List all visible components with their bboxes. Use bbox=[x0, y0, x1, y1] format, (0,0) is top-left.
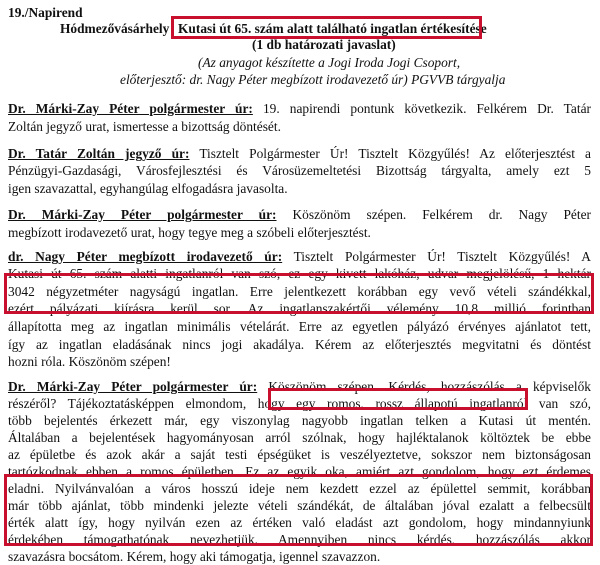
paragraph-5-line-7: eladni. Nyilvánvalóan a város hosszú ideje nem kezdett ezzel az épülettel semmit, korábban bbox=[8, 481, 591, 496]
paragraph-1-line-2: Zoltán jegyző urat, ismertesse a bizottság döntését. bbox=[8, 119, 281, 134]
paragraph-4-line-2: Kutasi út 65. szám alatti ingatlanról van szó, ez egy kivett lakóház, udvar megjelölésű, 1 hektár bbox=[8, 266, 591, 281]
speaker-name: dr. Nagy Péter megbízott irodavezető úr: bbox=[8, 249, 283, 264]
paragraph-4-line-7: hozni róla. Köszönöm szépen! bbox=[8, 354, 171, 369]
paragraph-text: Tisztelt Polgármester Úr! Tisztelt Közgyűlés! A bbox=[282, 249, 591, 264]
paragraph-4-line-5: állapította meg az ingatlan minimális vételárát. Erre az egyetlen pályázó érvényes ajánlatot tett, bbox=[8, 319, 591, 334]
speaker-name: Dr. Tatár Zoltán jegyző úr: bbox=[8, 146, 190, 161]
paragraph-text: Tisztelt Polgármester Úr! Tisztelt Közgyűlés! Az előterjesztést a bbox=[189, 146, 591, 161]
paragraph-3-line-1 bbox=[8, 206, 591, 223]
paragraph-text: Köszönöm szépen. Felkérem dr. Nagy Péter bbox=[276, 207, 591, 222]
agenda-city: Hódmezővásárhely bbox=[60, 21, 170, 36]
agenda-number: 19./Napirend bbox=[8, 5, 83, 20]
paragraph-5-line-4: Általában a bejelentések hagyományosan arról szólnak, hogy hajléktalanok költöztek be ebbe bbox=[8, 430, 591, 445]
agenda-presenter: előterjesztő: dr. Nagy Péter megbízott irodavezető úr) PGVVB tárgyalja bbox=[120, 72, 506, 87]
paragraph-5-line-3: több bejelentés érkezett már, egy viszonylag nagyobb ingatlan telken a Kutasi út mentén. bbox=[8, 413, 591, 428]
paragraph-5-line-2: részéről? Tájékoztatásképpen elmondom, hogy egy romos, rossz állapotú ingatlanról van szó, bbox=[8, 396, 591, 411]
paragraph-text: Köszönöm szépen. Kérdés, hozzászólás a képviselők bbox=[257, 379, 591, 394]
paragraph-4-line-3: 3042 négyzetméter nagyságú ingatlan. Erre jelentkezett korábban egy vevő vételi szándékkal, bbox=[8, 284, 591, 299]
paragraph-2-line-3: igen szavazattal, egyhangúlag elfogadásra javasolta. bbox=[8, 181, 288, 196]
paragraph-4-line-6: így az ingatlan eladásának nincs jogi akadálya. Kérem az előterjesztés megvitatni és döntést bbox=[8, 337, 591, 352]
paragraph-4-line-1 bbox=[8, 248, 591, 265]
speaker-name: Dr. Márki-Zay Péter polgármester úr: bbox=[8, 207, 277, 222]
paragraph-3-line-2: megbízott irodavezető urat, hogy tegye meg a szóbeli előterjesztést. bbox=[8, 225, 371, 240]
paragraph-1-line-1 bbox=[8, 100, 591, 117]
paragraph-5-line-5: az épületbe és azok akár a saját testi épségüket is veszélyeztetve, sokszor nem biztonságosan bbox=[8, 447, 591, 462]
paragraph-5-line-6: tartózkodnak ebben a romos épületben. Ez az egyik oka, amiért azt gondolom, hogy ezt érdemes bbox=[8, 464, 591, 479]
agenda-subtitle: (1 db határozati javaslat) bbox=[252, 37, 396, 52]
paragraph-text: 19. napirendi pontunk következik. Felkérem Dr. Tatár bbox=[252, 101, 591, 116]
paragraph-4-line-4: ezért pályázati kiírásra kerül sor. Az ingatlanszakértői vélemény 10,8 millió forintban bbox=[8, 301, 591, 316]
paragraph-5-line-8: már több ajánlat, több mindenki jelezte vételi szándékát, de általában jóval ezalatt a felbecsült bbox=[8, 498, 591, 513]
agenda-title: Kutasi út 65. szám alatt található ingatlan értékesítése bbox=[178, 21, 487, 36]
paragraph-2-line-2: Pénzügyi-Gazdasági, Városfejlesztési és Városüzemeltetési Bizottság tárgyalta, amely ezt 5 bbox=[8, 163, 591, 178]
paragraph-2-line-1 bbox=[8, 145, 591, 162]
paragraph-5-line-11: szavazásra bocsátom. Kérem, hogy aki támogatja, igennel szavazzon. bbox=[8, 549, 381, 564]
highlight-box-romos bbox=[268, 388, 528, 410]
agenda-prepared-by: (Az anyagot készítette a Jogi Iroda Jogi Csoport, bbox=[198, 55, 461, 70]
speaker-name: Dr. Márki-Zay Péter polgármester úr: bbox=[8, 101, 253, 116]
highlight-box-sale bbox=[4, 474, 593, 546]
paragraph-5-line-10: érdekében támogathatónak nevezhetjük. Amennyiben nincs kérdés, hozzászólás akkor bbox=[8, 532, 591, 547]
speaker-name: Dr. Márki-Zay Péter polgármester úr: bbox=[8, 379, 258, 394]
highlight-box-price bbox=[4, 273, 594, 314]
paragraph-5-line-9: érték alatt így, hogy nyilván ezen az értéken való eladást azt gondolom, hogy mindannyiunk bbox=[8, 515, 591, 530]
